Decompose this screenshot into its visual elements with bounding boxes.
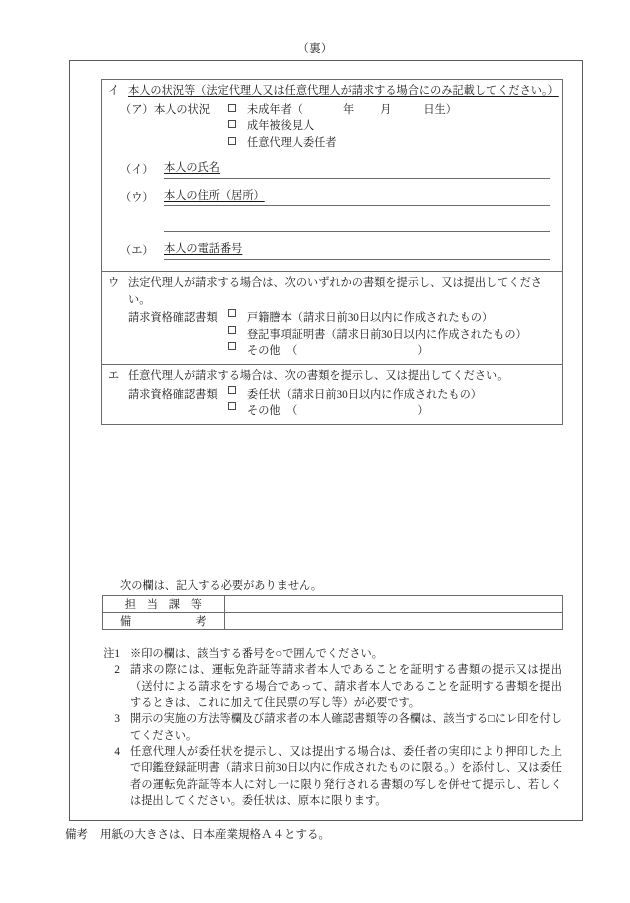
doc-item-other-close: ） xyxy=(417,345,429,358)
minor-text-before: 未成年者（ xyxy=(247,103,303,116)
doc-item-other-text: その他 （ xyxy=(247,345,298,358)
entry-field-address[interactable] xyxy=(164,188,550,207)
checkbox-icon[interactable] xyxy=(228,386,236,394)
status-option-list xyxy=(228,102,556,152)
entry-field-name[interactable] xyxy=(164,160,550,179)
admin-note: 次の欄は、記入する必要がありません。 xyxy=(120,580,323,592)
note-num-1: 1 xyxy=(114,648,120,660)
section-u-doc-label: 請求資格確認書類 xyxy=(128,312,218,325)
note-text-3: 開示の実施の方法等欄及び請求者の本人確認書類等の各欄は、該当する□にレ印を付してください。 xyxy=(130,713,562,742)
checkbox-icon[interactable] xyxy=(228,309,236,317)
admin-value-department[interactable] xyxy=(224,596,562,613)
status-option-adult-ward[interactable] xyxy=(228,118,556,135)
entry-label-phone: 本人の電話番号 xyxy=(164,243,243,256)
admin-key-department-label: 担 当 課 等 xyxy=(124,599,206,611)
admin-key-department xyxy=(103,596,225,613)
checkbox-icon[interactable] xyxy=(228,137,236,145)
section-i-heading xyxy=(108,83,559,100)
checkbox-icon[interactable] xyxy=(228,104,236,112)
admin-value-remarks[interactable] xyxy=(224,613,562,630)
note-text-1: ※印の欄は、該当する番号を○で囲んでください。 xyxy=(130,648,383,660)
section-i-spacer xyxy=(108,260,556,267)
note-item-1 xyxy=(92,646,562,662)
entry-index-address: （ウ） xyxy=(120,191,154,204)
section-u-doc-items xyxy=(228,310,556,360)
minor-year-unit: 年 xyxy=(342,103,355,116)
minor-month-unit: 月 xyxy=(380,103,392,116)
note-item-4 xyxy=(92,744,562,809)
section-u-title: 法定代理人が請求する場合は、次のいずれかの書類を提示し、又は提出してください。 xyxy=(128,277,542,306)
doc-item-koseki-label: 戸籍謄本（請求日前30日以内に作成されたもの） xyxy=(247,312,494,325)
doc-item-other-text: その他 （ xyxy=(247,405,298,418)
checkbox-icon[interactable] xyxy=(228,326,236,334)
entry-field-phone[interactable] xyxy=(164,241,550,260)
doc-item-ininjo-label: 委任状（請求日前30日以内に作成されたもの） xyxy=(247,388,482,401)
admin-table xyxy=(102,595,563,630)
section-e-title: 任意代理人が請求する場合は、次の書類を提示し、又は提出してください。 xyxy=(128,369,509,382)
entry-index-phone: （エ） xyxy=(120,245,154,258)
entry-index-name: （イ） xyxy=(120,164,154,177)
status-option-delegator[interactable] xyxy=(228,135,556,152)
status-option-adult-ward-label: 成年被後見人 xyxy=(247,120,315,133)
entry-label-name: 本人の氏名 xyxy=(164,162,220,175)
form-section-u xyxy=(102,271,562,364)
note-number-4: 4 xyxy=(114,746,120,759)
doc-item-other-label xyxy=(247,343,556,360)
footer-remark-label: 備考 xyxy=(65,829,88,841)
section-i-title: 本人の状況等（法定代理人又は任意代理人が請求する場合にのみ記載してください。） xyxy=(128,85,559,97)
checkbox-icon[interactable] xyxy=(228,120,236,128)
note-number-2: 2 xyxy=(114,664,120,677)
section-i-marker: イ xyxy=(108,85,120,97)
doc-item-other-close: ） xyxy=(417,405,429,418)
entry-field-address-line2[interactable] xyxy=(164,218,550,232)
form-table xyxy=(101,79,563,425)
doc-item-toki[interactable] xyxy=(228,327,556,344)
section-e-doc-line xyxy=(108,387,556,420)
section-e-heading xyxy=(108,368,556,385)
note-prefix: 注 xyxy=(103,648,115,660)
section-u-doc-line xyxy=(108,310,556,360)
checkbox-icon[interactable] xyxy=(228,342,236,350)
doc-item-ininjo[interactable] xyxy=(228,387,556,404)
admin-key-remarks-label: 備 考 xyxy=(119,616,221,628)
section-u-marker: ウ xyxy=(108,277,120,290)
status-block xyxy=(108,102,556,152)
note-item-2 xyxy=(92,662,562,711)
note-item-3 xyxy=(92,711,562,744)
section-e-doc-label: 請求資格確認書類 xyxy=(128,388,218,401)
doc-item-other[interactable] xyxy=(228,403,556,420)
entry-row-address xyxy=(108,188,556,207)
section-e-doc-items xyxy=(228,387,556,420)
form-outer-frame xyxy=(69,60,583,821)
status-index: （ア） xyxy=(120,103,154,116)
doc-item-toki-label: 登記事項証明書（請求日前30日以内に作成されたもの） xyxy=(247,328,527,341)
doc-item-other-label xyxy=(247,403,556,420)
status-label-group xyxy=(120,102,228,119)
status-name: 本人の状況 xyxy=(154,103,210,116)
status-option-delegator-label: 任意代理人委任者 xyxy=(247,136,337,149)
doc-item-koseki[interactable] xyxy=(228,310,556,327)
entry-label-address: 本人の住所（居所） xyxy=(164,189,265,202)
note-number-1 xyxy=(92,646,130,662)
footer-remark xyxy=(65,826,330,842)
checkbox-icon[interactable] xyxy=(228,402,236,410)
form-section-i xyxy=(102,80,562,271)
doc-item-other[interactable] xyxy=(228,343,556,360)
note-text-4: 任意代理人が委任状を提示し、又は提出する場合は、委任者の実印により押印した上で印鑑登録証明書（請求日前30日以内に作成されたものに限る。）を添付し、又は委任者の運転免許証等本人に対し一に限り発行される書類の写しを併せて提示し、若しくは提出してください。委任状は、原本に限ります。 xyxy=(130,746,562,808)
entry-row-phone xyxy=(108,241,556,260)
status-option-minor-label xyxy=(247,102,457,119)
section-u-heading xyxy=(108,275,556,308)
admin-key-remarks xyxy=(103,613,225,630)
table-row xyxy=(103,596,563,613)
note-text-2: 請求の際には、運転免許証等請求者本人であることを証明する書類の提示又は提出（送付による請求をする場合であって、請求者本人であることを証明する書類を提出するときは、これに加えて住民票の写し等）が必要です。 xyxy=(130,664,562,710)
section-e-marker: エ xyxy=(108,369,120,382)
footer-remark-text: 用紙の大きさは、日本産業規格Ａ４とする。 xyxy=(100,829,330,841)
form-section-e xyxy=(102,364,562,424)
notes-list xyxy=(92,646,562,809)
note-number-3: 3 xyxy=(114,713,120,726)
page-side-mark: （裏） xyxy=(297,43,333,55)
entry-row-name xyxy=(108,160,556,179)
minor-day-unit: 日生） xyxy=(423,103,457,116)
status-option-minor[interactable] xyxy=(228,102,556,119)
table-row xyxy=(103,613,563,630)
